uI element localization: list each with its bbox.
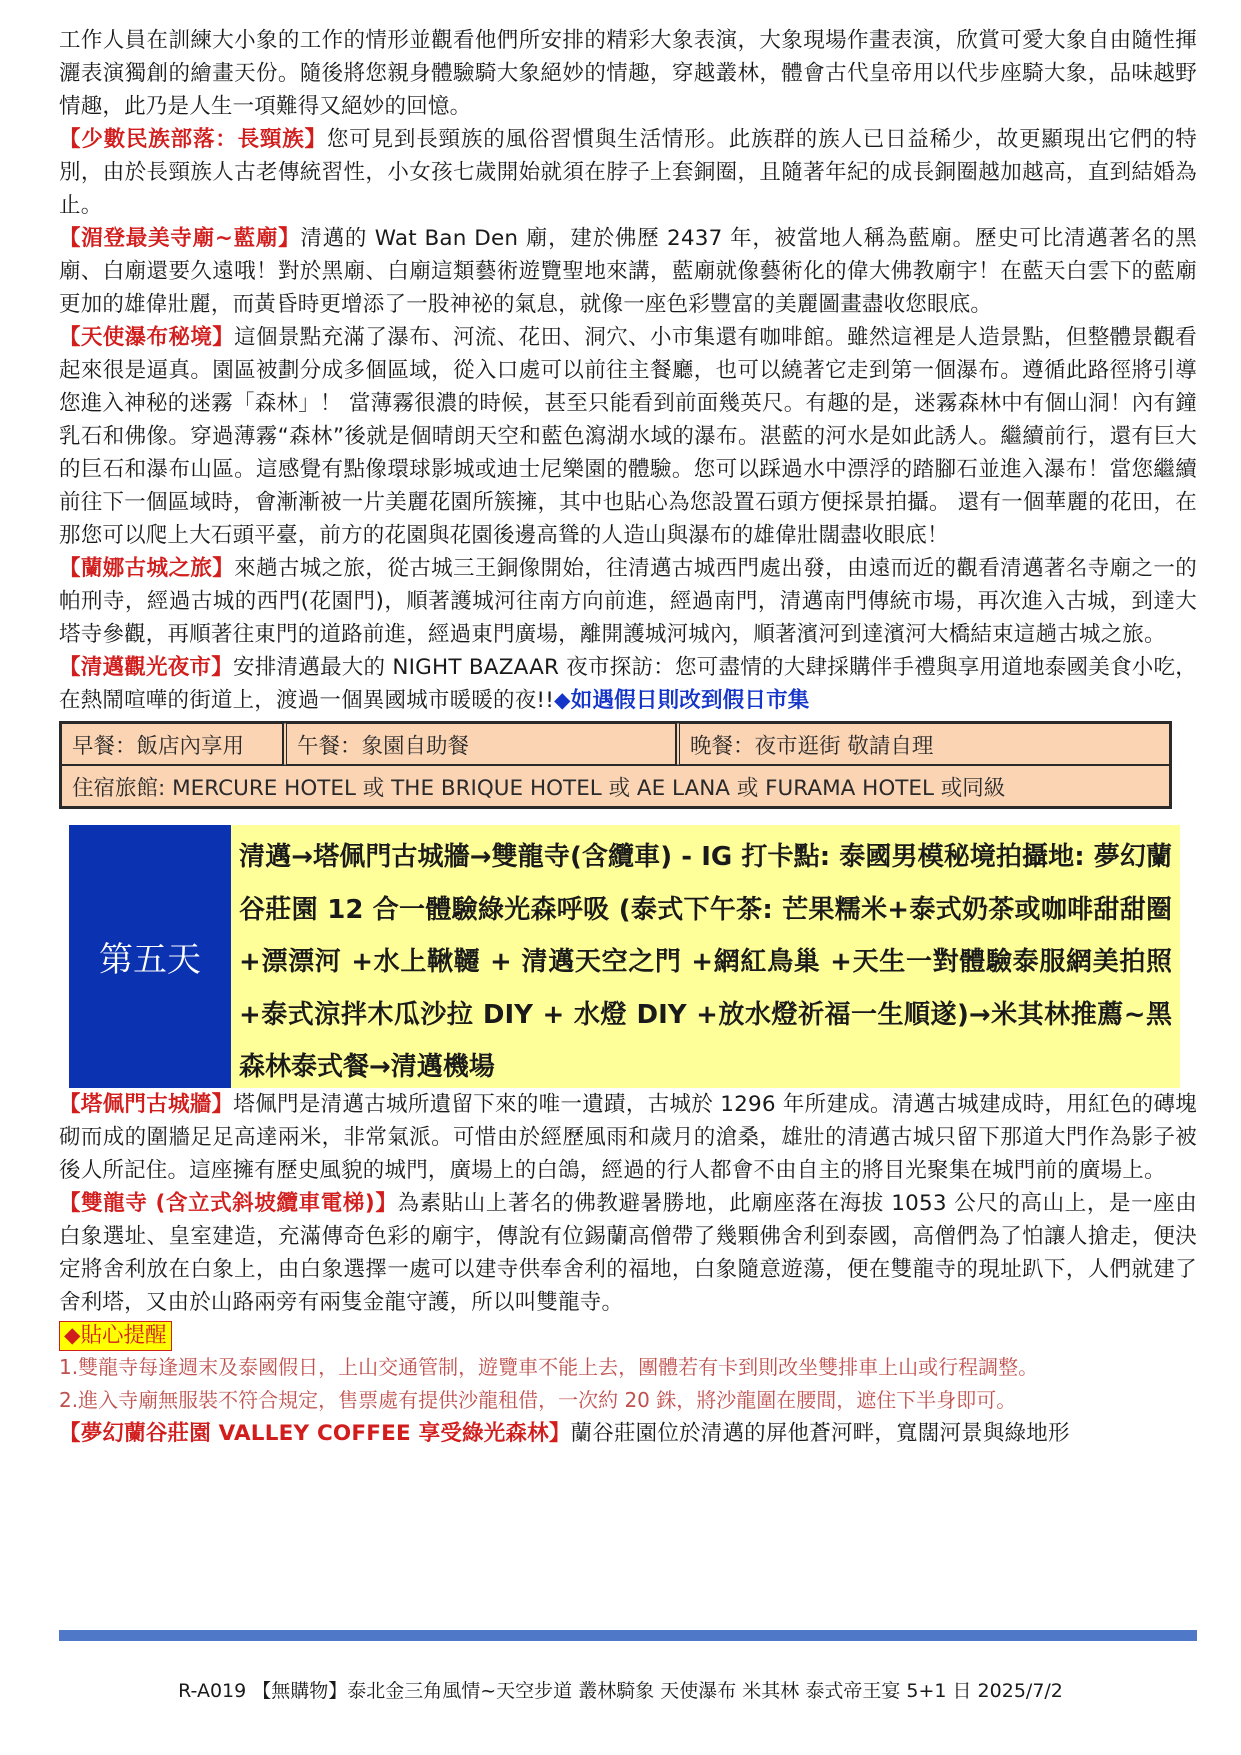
section-lanna-old-city (59, 552, 1197, 651)
section-title: 【少數民族部落：長頸族】 (59, 127, 327, 152)
meal-row (61, 723, 1170, 765)
tip-item: 2.進入寺廟無服裝不符合規定，售票處有提供沙龍租借，一次約 20 銖，將沙龍圍在腰間，遮住下半身即可。 (59, 1388, 1017, 1412)
intro-paragraph (59, 24, 1197, 123)
day-five-banner (69, 825, 1180, 1088)
section-text: 為素貼山上著名的佛教避暑勝地，此廟座落在海拔 1053 公尺的高山上，是一座由白象選址、皇室建造，充滿傳奇色彩的廟宇，傳說有位錫蘭高僧帶了幾顆佛舍利到泰國，高僧們為了怕讓人搶走，便決定將舍利放在白象上，由白象選擇一處可以建寺供奉舍利的福地，白象隨意遊蕩，便在雙龍寺的現址趴下，人們就建了舍利塔，又由於山路兩旁有兩隻金龍守護，所以叫雙龍寺。 (59, 1191, 1197, 1315)
hotel-row (61, 765, 1170, 807)
section-text: 蘭谷莊園位於清邁的屏他蒼河畔，寬闊河景與綠地形 (570, 1421, 1070, 1446)
holiday-market-note: ◆如遇假日則改到假日市集 (554, 688, 810, 713)
section-text: 安排清邁最大的 NIGHT BAZAAR 夜市探訪：您可盡情的大肆採購伴手禮與享用道地泰國美食小吃，在熱鬧喧嘩的街道上，渡過一個異國城市暖暖的夜!! (59, 655, 1197, 713)
section-valley-coffee (59, 1417, 1197, 1450)
section-title: 【天使瀑布秘境】 (59, 325, 235, 350)
intro-text: 工作人員在訓練大小象的工作的情形並觀看他們所安排的精彩大象表演，大象現場作畫表演，欣賞可愛大象自由隨性揮灑表演獨創的繪畫天份。隨後將您親身體驗騎大象絕妙的情趣，穿越叢林，體會古代皇帝用以代步座騎大象，品味越野情趣，此乃是人生一項難得又絕妙的回憶。 (59, 28, 1197, 119)
dinner-cell: 晚餐：夜市逛街 敬請自理 (676, 723, 1170, 765)
section-long-neck-tribe (59, 123, 1197, 222)
section-title: 【湄登最美寺廟~藍廟】 (59, 226, 301, 251)
section-tha-phae-gate (59, 1088, 1197, 1187)
day-label: 第五天 (69, 825, 231, 1088)
section-title: 【塔佩門古城牆】 (59, 1092, 234, 1117)
tip-item: 1.雙龍寺每逢週末及泰國假日，上山交通管制，遊覽車不能上去，團體若有卡到則改坐雙排車上山或行程調整。 (59, 1355, 1039, 1379)
footer-text: R-A019 【無購物】泰北金三角風情~天空步道 叢林騎象 天使瀑布 米其林 泰式帝王宴 5+1 日 2025/7/2 (178, 1680, 1063, 1702)
section-doi-suthep (59, 1187, 1197, 1319)
breakfast-cell: 早餐：飯店內享用 (61, 723, 283, 765)
meal-table (59, 721, 1172, 809)
section-title: 【雙龍寺 (含立式斜坡纜車電梯)】 (59, 1191, 398, 1216)
hotel-cell: 住宿旅館: MERCURE HOTEL 或 THE BRIQUE HOTEL 或 AE LANA 或 FURAMA HOTEL 或同級 (61, 765, 1170, 807)
tips-block (59, 1321, 1197, 1417)
tips-badge: ◆貼心提醒 (59, 1321, 172, 1351)
section-night-market (59, 651, 1197, 717)
footer-divider (59, 1630, 1197, 1641)
lunch-cell: 午餐：象園自助餐 (283, 723, 676, 765)
section-title: 【蘭娜古城之旅】 (59, 556, 235, 581)
section-title: 【清邁觀光夜市】 (59, 655, 234, 680)
section-text: 您可見到長頸族的風俗習慣與生活情形。此族群的族人已日益稀少，故更顯現出它們的特別，由於長頸族人古老傳統習性，小女孩七歲開始就須在脖子上套銅圈，且隨著年紀的成長銅圈越加越高，直到結婚為止。 (59, 127, 1197, 218)
day-route: 清邁→塔佩門古城牆→雙龍寺(含纜車) - IG 打卡點: 泰國男模秘境拍攝地: 夢幻蘭谷莊園 12 合一體驗綠光森呼吸 (泰式下午茶: 芒果糯米+泰式奶茶或咖啡甜甜圈+漂漂河 +水上鞦韆 + 清邁天空之門 +網紅鳥巢 +天生一對體驗泰服網美拍照 +泰式涼拌木瓜沙拉 DIY + 水燈 DIY +放水燈祈福一生順遂)→米其林推薦~黑森林泰式餐→清邁機場 (231, 825, 1180, 1088)
section-title: 【夢幻蘭谷莊園 VALLEY COFFEE 享受綠光森林】 (59, 1421, 571, 1446)
section-text: 清邁的 Wat Ban Den 廟，建於佛歷 2437 年，被當地人稱為藍廟。歷史可比清邁著名的黑廟、白廟還要久遠哦！對於黑廟、白廟這類藝術遊覽聖地來講，藍廟就像藝術化的偉大佛教廟宇！在藍天白雲下的藍廟更加的雄偉壯麗，而黃昏時更增添了一股神祕的氣息，就像一座色彩豐富的美麗圖畫盡收您眼底。 (59, 226, 1197, 317)
section-text: 這個景點充滿了瀑布、河流、花田、洞穴、小市集還有咖啡館。雖然這裡是人造景點，但整體景觀看起來很是逼真。園區被劃分成多個區域，從入口處可以前往主餐廳，也可以繞著它走到第一個瀑布。遵循此路徑將引導您進入神秘的迷霧「森林」！ 當薄霧很濃的時候，甚至只能看到前面幾英尺。有趣的是，迷霧森林中有個山洞！內有鐘乳石和佛像。穿過薄霧“森林”後就是個晴朗天空和藍色瀉湖水域的瀑布。湛藍的河水是如此誘人。繼續前行，還有巨大的巨石和瀑布山區。這感覺有點像環球影城或迪士尼樂園的體驗。您可以踩過水中漂浮的踏腳石並進入瀑布！當您繼續前往下一個區域時，會漸漸被一片美麗花園所簇擁，其中也貼心為您設置石頭方便採景拍攝。 還有一個華麗的花田，在那您可以爬上大石頭平臺，前方的花園與花園後邊高聳的人造山與瀑布的雄偉壯闊盡收眼底！ (59, 325, 1197, 548)
section-angel-waterfall (59, 321, 1197, 552)
itinerary-page (59, 24, 1197, 1450)
section-text: 塔佩門是清邁古城所遺留下來的唯一遺蹟，古城於 1296 年所建成。清邁古城建成時，用紅色的磚塊砌而成的圍牆足足高達兩米，非常氣派。可惜由於經歷風雨和歲月的滄桑，雄壯的清邁古城只留下那道大門作為影子被後人所記住。這座擁有歷史風貌的城門，廣場上的白鴿，經過的行人都會不由自主的將目光聚集在城門前的廣場上。 (59, 1092, 1197, 1183)
section-blue-temple (59, 222, 1197, 321)
section-text: 來趟古城之旅，從古城三王銅像開始，往清邁古城西門處出發，由遠而近的觀看清邁著名寺廟之一的帕刑寺，經過古城的西門(花園門)，順著護城河往南方向前進，經過南門，清邁南門傳統市場，再次進入古城，到達大塔寺參觀，再順著往東門的道路前進，經過東門廣場，離開護城河城內，順著濱河到達濱河大橋結束這趟古城之旅。 (59, 556, 1197, 647)
